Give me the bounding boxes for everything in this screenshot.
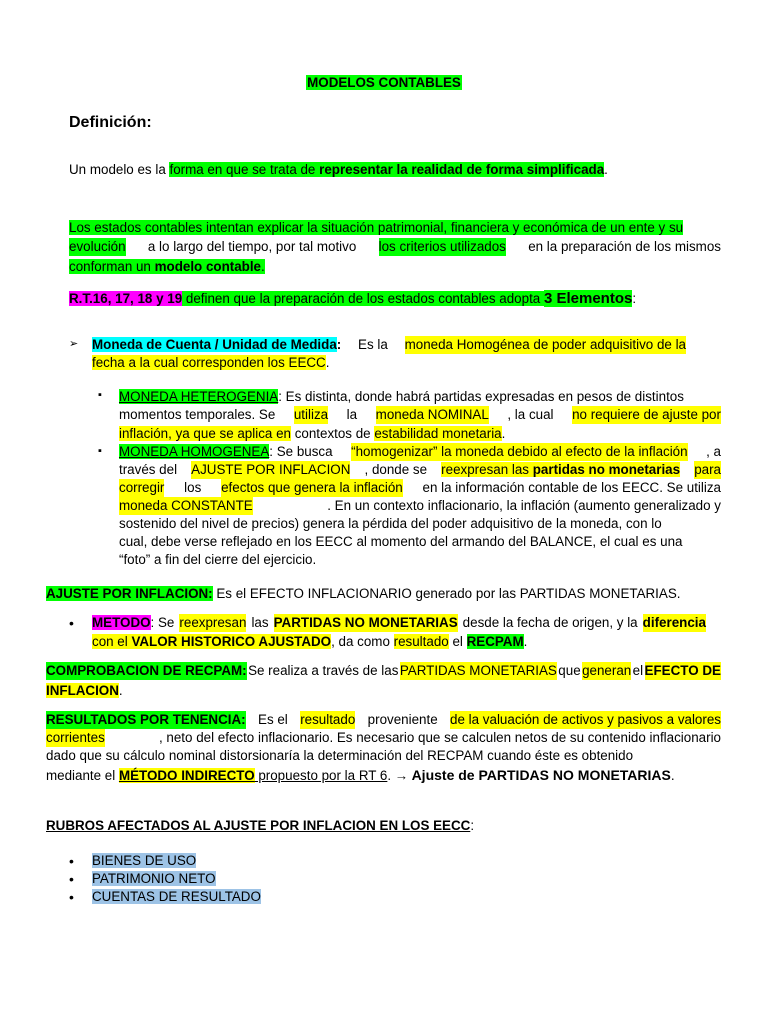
tenencia-label: RESULTADOS POR TENENCIA: <box>46 712 246 727</box>
ajuste-line <box>46 585 680 603</box>
metodo-resultado: resultado <box>393 634 449 649</box>
rubro-patrimonio-neto: PATRIMONIO NETO <box>92 871 216 886</box>
metodo-diferencia: diferencia <box>642 615 706 630</box>
comprobacion-label: COMPROBACION DE RECPAM: <box>46 663 247 678</box>
metodo-text: , da como <box>331 634 394 649</box>
tenencia-text: mediante el <box>46 768 119 783</box>
heading-definicion: Definición: <box>69 114 152 131</box>
list-item <box>92 852 196 870</box>
estados-text: a lo largo del tiempo, por tal motivo <box>147 239 357 254</box>
rubros-colon: : <box>470 818 475 833</box>
homogenea-line-2 <box>119 461 721 479</box>
estados-text: conforman un <box>69 259 155 274</box>
metodo-text: las <box>251 615 269 630</box>
comprobacion-partidas: PARTIDAS MONETARIAS <box>399 663 557 678</box>
rubros-heading-text: RUBROS AFECTADOS AL AJUSTE POR INFLACION EN LOS EECC <box>46 818 471 833</box>
tenencia-text: , neto del efecto inflacionario. Es necesario que se calculen netos de su contenido inflacionario <box>158 730 721 745</box>
homogenea-text: en la información contable de los EECC. Se utiliza <box>422 480 721 495</box>
heterogenia-no-requiere: no requiere de ajuste por <box>572 407 721 422</box>
moneda-text: fecha a la cual corresponden los EECC <box>92 355 326 370</box>
metodo-text: desde la fecha de origen, y la <box>462 615 638 630</box>
comprobacion-line-1 <box>46 662 721 680</box>
homogenea-label: MONEDA HOMOGENEA <box>119 444 270 459</box>
square-bullet-icon: ▪ <box>98 445 102 457</box>
homogenea-text: , a <box>706 444 721 459</box>
dot-bullet-icon: • <box>69 889 74 905</box>
estados-text: Los estados contables intentan explicar la situación patrimonial, financiera y económica de un ente y su <box>69 220 684 235</box>
square-bullet-icon: ▪ <box>98 389 102 401</box>
comprobacion-period: . <box>118 683 123 698</box>
homogenea-line-1 <box>119 443 721 461</box>
tenencia-line-2 <box>46 729 721 747</box>
homogenea-text: sostenido del nivel de precios) genera la pérdida del poder adquisitivo de la moneda, con lo <box>119 516 662 531</box>
list-item <box>92 888 261 906</box>
metodo-period: . <box>523 634 528 649</box>
heterogenia-estabilidad: estabilidad monetaria <box>374 426 502 441</box>
rubros-heading <box>46 817 474 835</box>
comprobacion-text: el <box>632 663 644 678</box>
moneda-cuenta-label: Moneda de Cuenta / Unidad de Medida <box>92 337 337 352</box>
comprobacion-text: Se realiza a través de las <box>248 663 399 678</box>
moneda-text: Es la <box>358 337 388 352</box>
tenencia-text: dado que su cálculo nominal distorsionaría la determinación del RECPAM cuando éste es obtenido <box>46 748 634 763</box>
page-title <box>0 74 768 92</box>
tenencia-text: Es el <box>258 712 288 727</box>
rt-count: 3 <box>543 290 557 307</box>
homogenea-reexpresan: reexpresan las <box>441 462 533 477</box>
definicion-text-b: forma en que se trata de <box>169 162 320 177</box>
heterogenia-text: : Es distinta, donde habrá partidas expresadas en pesos de distintos <box>278 389 684 404</box>
heterogenia-text: , la cual <box>507 407 554 422</box>
heterogenia-nominal: moneda NOMINAL <box>375 407 489 422</box>
tenencia-metodo-indirecto: MÉTODO INDIRECTO <box>118 768 255 783</box>
tenencia-resultado: resultado <box>300 712 356 727</box>
homogenea-line-4 <box>119 497 721 515</box>
definicion-text-a: Un modelo es la <box>69 162 170 177</box>
heterogenia-text: la <box>346 407 358 422</box>
estados-text: en la preparación de los mismos <box>528 239 721 254</box>
comprobacion-generan: generan <box>582 663 632 678</box>
homogenea-para: para <box>694 462 721 477</box>
dot-bullet-icon: • <box>69 853 74 869</box>
comprobacion-text: que <box>558 663 581 678</box>
tenencia-text: proveniente <box>367 712 438 727</box>
homogenea-constante: moneda CONSTANTE <box>119 498 253 513</box>
homogenea-corregir: corregir <box>119 480 165 495</box>
homogenea-text: cual, debe verse reflejado en los EECC al momento del armando del BALANCE, el cual es una <box>119 534 683 549</box>
homogenea-line-7 <box>119 551 316 569</box>
estados-line-1 <box>69 219 683 237</box>
homogenea-text: . En un contexto inflacionario, la inflación (aumento generalizado y <box>327 498 721 513</box>
rubro-cuentas-de-resultado: CUENTAS DE RESULTADO <box>92 889 261 904</box>
tenencia-period: . <box>670 768 675 783</box>
heterogenia-line-1 <box>119 388 721 406</box>
homogenea-text: , donde se <box>364 462 428 477</box>
metodo-partidas: PARTIDAS NO MONETARIAS <box>273 615 458 630</box>
definicion-paragraph <box>69 161 608 179</box>
tenencia-line-3 <box>46 747 721 765</box>
definicion-text-c: representar la realidad de forma simplificada <box>319 162 605 177</box>
right-arrow-icon: → <box>394 768 409 783</box>
homogenea-text: través del <box>119 462 178 477</box>
rt-elementos: Elementos <box>556 290 633 307</box>
rt-line <box>69 289 636 309</box>
dot-bullet-icon: • <box>69 871 74 887</box>
heterogenia-text: momentos temporales. Se <box>119 407 276 422</box>
metodo-text: : Se <box>150 615 175 630</box>
tenencia-text: . <box>387 768 395 783</box>
homogenea-homogenizar: “homogenizar” la moneda debido al efecto de la inflación <box>351 444 688 459</box>
metodo-line-2 <box>92 633 527 651</box>
homogenea-efectos: efectos que genera la inflación <box>221 480 403 495</box>
homogenea-line-5 <box>119 515 721 533</box>
title-text: MODELOS CONTABLES <box>307 75 461 90</box>
tenencia-ajuste: Ajuste de PARTIDAS NO MONETARIAS <box>408 767 671 783</box>
moneda-colon: : <box>336 337 342 352</box>
estados-text: . <box>261 259 265 274</box>
list-item <box>92 870 216 888</box>
definicion-text-d: . <box>604 162 608 177</box>
moneda-line-1 <box>92 336 686 354</box>
tenencia-rt6: propuesto por la RT 6 <box>254 768 388 783</box>
homogenea-line-3 <box>119 479 721 497</box>
estados-line-3 <box>69 258 265 276</box>
metodo-reexpresan: reexpresan <box>179 615 247 630</box>
metodo-text: el <box>448 634 467 649</box>
moneda-line-2 <box>92 354 329 372</box>
homogenea-line-6 <box>119 533 721 551</box>
heterogenia-line-3 <box>119 425 505 443</box>
dot-bullet-icon: • <box>69 615 74 631</box>
homogenea-text: : Se busca <box>269 444 333 459</box>
homogenea-text: los <box>184 480 202 495</box>
homogenea-text: “foto” a fin del cierre del ejercicio. <box>119 552 317 567</box>
heterogenia-period: . <box>501 426 506 441</box>
tenencia-line-1 <box>46 711 721 729</box>
metodo-valor-historico: VALOR HISTORICO AJUSTADO <box>131 634 332 649</box>
rt-numbers: R.T.16, 17, 18 y 19 <box>69 291 183 306</box>
rt-text: definen que la preparación de los estados contables adopta <box>182 291 544 306</box>
estados-line-2 <box>69 238 721 256</box>
tenencia-valuacion: de la valuación de activos y pasivos a valores <box>450 712 721 727</box>
estados-evolucion: evolución <box>69 239 126 254</box>
comprobacion-inflacion: INFLACION <box>46 683 119 698</box>
heterogenia-utiliza: utiliza <box>293 407 329 422</box>
heterogenia-text: inflación, ya que se aplica en <box>119 426 291 441</box>
rt-colon: : <box>632 291 637 306</box>
heterogenia-text: contextos de <box>290 426 375 441</box>
homogenea-partidas: partidas no monetarias <box>532 462 681 477</box>
metodo-text: con el <box>92 634 132 649</box>
heterogenia-label: MONEDA HETEROGENIA <box>119 389 279 404</box>
ajuste-label: AJUSTE POR INFLACION: <box>46 586 213 601</box>
metodo-label: METODO <box>92 615 151 630</box>
rubro-bienes-de-uso: BIENES DE USO <box>92 853 197 868</box>
tenencia-line-4 <box>46 765 675 785</box>
metodo-line-1 <box>92 614 706 632</box>
estados-criterios: los criterios utilizados <box>378 239 506 254</box>
arrow-bullet-icon: ➢ <box>69 338 79 350</box>
moneda-homogenea-text: moneda Homogénea de poder adquisitivo de la <box>404 337 686 352</box>
homogenea-ajuste: AJUSTE POR INFLACION <box>191 462 351 477</box>
moneda-period: . <box>325 355 330 370</box>
estados-modelo-contable: modelo contable <box>154 259 262 274</box>
ajuste-text: Es el EFECTO INFLACIONARIO generado por las PARTIDAS MONETARIAS. <box>212 586 681 601</box>
heterogenia-line-2 <box>119 406 721 424</box>
metodo-recpam: RECPAM <box>466 634 524 649</box>
comprobacion-efecto: EFECTO DE <box>644 663 721 678</box>
comprobacion-line-2 <box>46 682 123 700</box>
tenencia-corrientes: corrientes <box>46 730 105 745</box>
